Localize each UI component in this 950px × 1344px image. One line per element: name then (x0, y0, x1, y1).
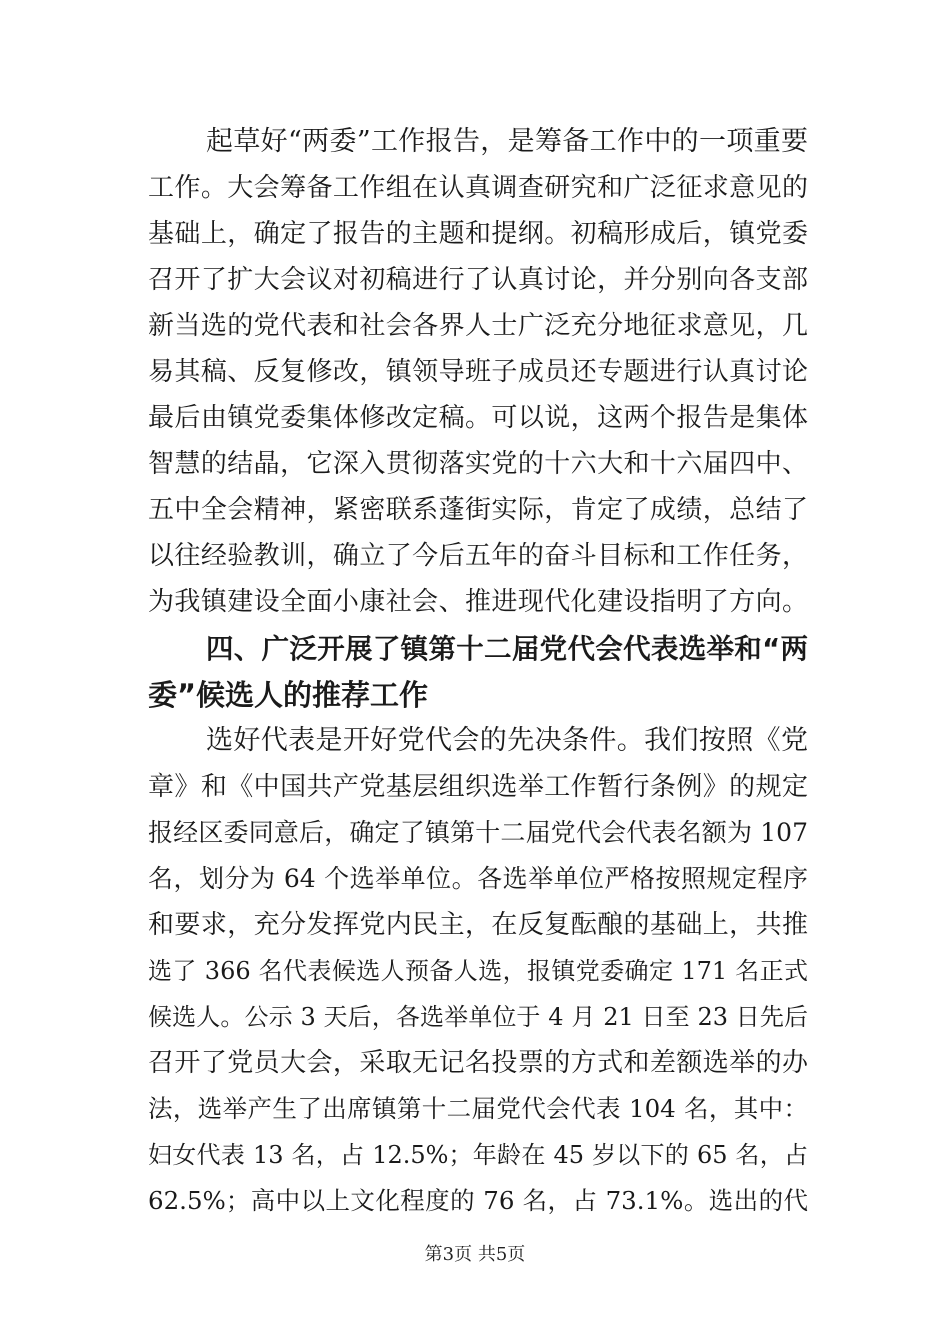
paragraph-line: 62.5%；高中以上文化程度的 76 名，占 73.1%。选出的代 (148, 1186, 808, 1215)
paragraph-line: 基础上，确定了报告的主题和提纲。初稿形成后，镇党委 (148, 219, 808, 249)
paragraph-line: 章》和《中国共产党基层组织选举工作暂行条例》的规定 (148, 772, 808, 802)
paragraph-line: 选了 366 名代表候选人预备人选，报镇党委确定 171 名正式 (148, 957, 808, 985)
paragraph-line: 候选人。公示 3 天后，各选举单位于 4 月 21 日至 23 日先后 (148, 1003, 808, 1031)
page-number-footer: 第3页 共5页 (424, 1244, 526, 1265)
paragraph-line: 召开了扩大会议对初稿进行了认真讨论，并分别向各支部 (148, 265, 808, 295)
paragraph-line: 易其稿、反复修改，镇领导班子成员还专题进行认真讨论 (148, 357, 808, 387)
paragraph-line: 最后由镇党委集体修改定稿。可以说，这两个报告是集体 (148, 403, 808, 433)
paragraph-line: 法，选举产生了出席镇第十二届党代会代表 104 名，其中： (148, 1094, 808, 1123)
paragraph-line: 召开了党员大会，采取无记名投票的方式和差额选举的办 (148, 1048, 808, 1078)
paragraph-line: 报经区委同意后，确定了镇第十二届党代会代表名额为 107 (148, 818, 808, 847)
paragraph-line: 为我镇建设全面小康社会、推进现代化建设指明了方向。 (148, 587, 808, 617)
paragraph-line: 智慧的结晶，它深入贯彻落实党的十六大和十六届四中、 (148, 449, 808, 479)
section-heading: 四、广泛开展了镇第十二届党代会代表选举和“两 (206, 633, 808, 665)
paragraph-line: 妇女代表 13 名，占 12.5%；年龄在 45 岁以下的 65 名，占 (148, 1141, 808, 1169)
paragraph-line: 起草好“两委”工作报告，是筹备工作中的一项重要 (206, 126, 808, 157)
paragraph-line: 名，划分为 64 个选举单位。各选举单位严格按照规定程序 (148, 864, 808, 893)
paragraph-line: 五中全会精神，紧密联系蓬街实际，肯定了成绩，总结了 (148, 495, 808, 525)
section-heading: 委”候选人的推荐工作 (148, 678, 429, 712)
paragraph-line: 以往经验教训，确立了今后五年的奋斗目标和工作任务， (148, 541, 808, 571)
paragraph-line: 新当选的党代表和社会各界人士广泛充分地征求意见，几 (148, 311, 808, 341)
paragraph-line: 和要求，充分发挥党内民主，在反复酝酿的基础上，共推 (148, 910, 808, 940)
paragraph-line: 工作。大会筹备工作组在认真调查研究和广泛征求意见的 (148, 173, 808, 203)
paragraph-line: 选好代表是开好党代会的先决条件。我们按照《党 (206, 725, 808, 756)
